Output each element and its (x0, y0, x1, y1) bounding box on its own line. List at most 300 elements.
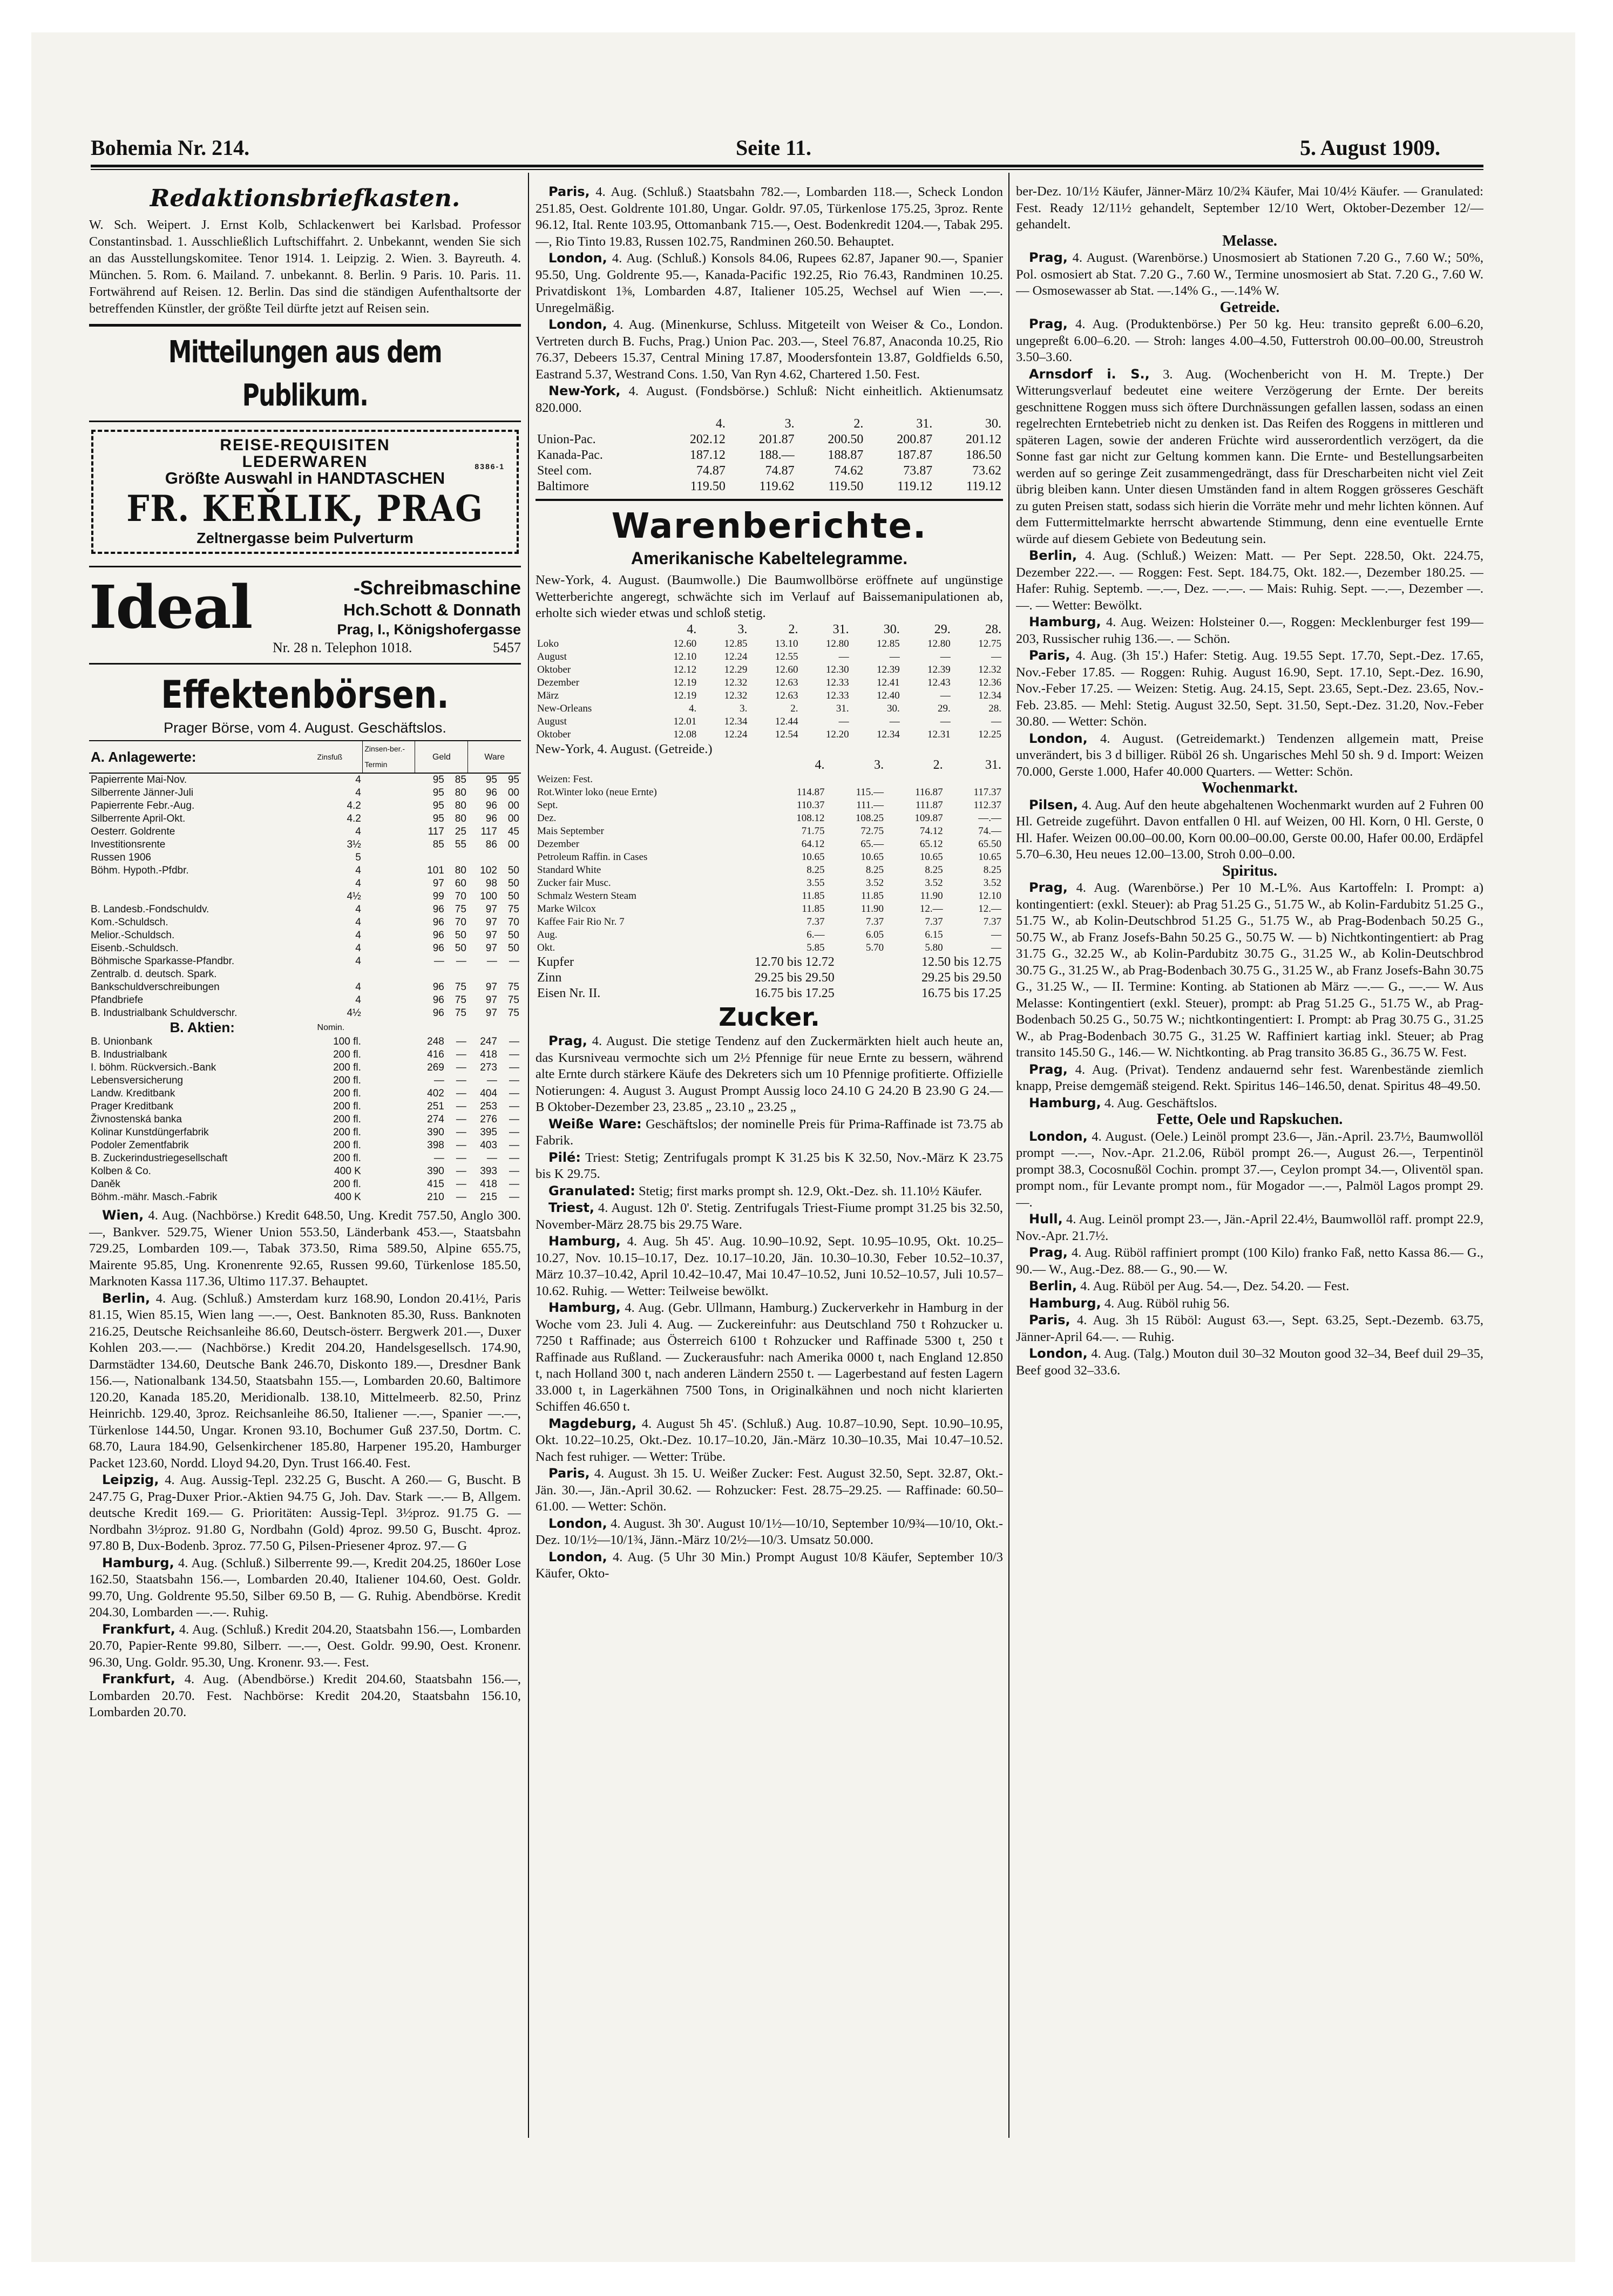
getreide-row-cell: 74.12 (919, 825, 943, 837)
cotton-head-cell: 4. (687, 622, 697, 636)
fette-report: Paris, 4. Aug. 3h 15 Rüböl: August 63.—, Sept. 63.25, Sept.-Dezemb. 63.75, Jänner-April 64.—. — Ruhig. (1016, 1312, 1483, 1344)
cotton-row-cell: 12.80 (825, 638, 849, 649)
anlage-row-cell: 97 (485, 917, 497, 928)
cotton-row-cell: 12.75 (978, 638, 1001, 649)
zucker-report-place: Weiße Ware: (548, 1116, 642, 1132)
aktien-row-cell: 200 fl. (333, 1179, 361, 1190)
getreide-row-cell: Zucker fair Musc. (537, 877, 611, 889)
cotton-row-cell: 12.32 (978, 663, 1001, 675)
getreide-report: London, 4. August. (Getreidemarkt.) Tendenzen allgemein matt, Preise unverändert, bis 3 d billiger. Rüböl 26 sh. Ungarisches Mehl 50 sh. 9 d. Import: Weizen 70.000, Gerste 1.000, Hafer 40.000 Quarters. — Wetter: Schön. (1016, 730, 1483, 779)
getreide-row (536, 916, 1003, 929)
aktien-row-cell: Kolben & Co. (91, 1166, 151, 1177)
anlage-row-cell (363, 1007, 415, 1020)
spiritus-report: Prag, 4. Aug. (Privat). Tendenz andauernd sehr fest. Warenbestände ziemlich knapp, Preise demgemäß steigend. Rekt. Spiritus 146–146.50, denat. Spiritus 48–49.50. (1016, 1061, 1483, 1093)
metal-row-cell: 16.75 bis 17.25 (921, 986, 1001, 1000)
aktien-row (89, 1074, 521, 1087)
ad-ideal (89, 572, 521, 642)
melasse-report-place: Prag, (1029, 250, 1068, 265)
getreide-row-cell: 116.87 (915, 787, 943, 798)
cotton-row-cell: 12.36 (978, 676, 1001, 688)
aktien-row-cell: 416 (427, 1049, 444, 1060)
spiritus-report-place: Prag, (1029, 880, 1068, 895)
anlage-row (89, 800, 521, 812)
metal-row-cell: Eisen Nr. II. (537, 986, 601, 1000)
cotton-row-cell: 12.39 (876, 663, 900, 675)
getreide-row-cell: 65.50 (978, 838, 1001, 850)
anlage-row-cell: Russen 1906 (91, 852, 151, 863)
cotton-row-cell: — (889, 715, 900, 727)
cotton-row-cell: 12.24 (724, 651, 748, 662)
fette-report-place: Hamburg, (1029, 1295, 1101, 1311)
market-report: Hamburg, 4. Aug. (Schluß.) Silberrente 99.—, Kredit 204.25, 1860er Lose 162.50, Staatsbahn 156.—, Lombarden 20.40, Italiener 104.60, Oest. Goldr. 99.70, Ung. Goldrente 95.50, Silber 69.50 B, — G. Ruhig. Abendbörse. Kredit 204.30, Lombarden —.—. Ruhig. (89, 1555, 521, 1620)
ad-kerlik-line1: REISE-REQUISITEN (220, 436, 390, 454)
wochenmarkt-report-place: Pilsen, (1029, 797, 1078, 812)
anlage-row (89, 864, 521, 877)
metal-row-cell: 12.50 bis 12.75 (921, 955, 1001, 969)
cotton-row-cell: — (838, 651, 849, 662)
ny-row-cell: 201.12 (966, 432, 1001, 446)
zucker-reports (536, 1033, 1003, 1582)
zucker-report: Pilé: Triest: Stetig; Zentrifugals prompt K 31.25 bis K 32.50, Nov.-März K 23.75 bis K 29.75. (536, 1149, 1003, 1181)
aktien-row-cell: — (456, 1191, 466, 1203)
ad-ideal-footer (89, 640, 521, 656)
cotton-head-cell: 2. (788, 622, 798, 636)
ny-head-cell (536, 416, 658, 432)
cotton-row-cell: Oktober (537, 663, 571, 675)
cotton-row-cell: Dezember (537, 676, 580, 688)
aktien-row-cell: — (456, 1114, 466, 1125)
cotton-row-cell: 3. (740, 702, 748, 714)
spiritus-title: Spiritus. (1222, 862, 1277, 879)
ad-kerlik (91, 430, 519, 554)
getreide-row-cell: Marke Wilcox (537, 903, 597, 915)
anlage-rows (89, 773, 521, 1020)
getreide-report: Arnsdorf i. S., 3. Aug. (Wochenbericht von H. M. Trepte.) Der Witterungsverlauf bedeutet eine weitere Verzögerung der Ernte. Der bereits geschnittene Roggen muss sich öftere Durchnässungen gefallen lassen, sodass an einen regelrechten Erntebetrieb nicht zu denken ist. Das Reifen des Roggens in mittleren und späteren Lagen, sowie der anderen Früchte wird ausserordentlich verzögert, da die Sonne fast gar nicht zur Geltung kommen kann. Die Ernte- und Bestellungsarbeiten werden auf so geringe Zeit zusammengedrängt, dass für Drescharbeiten nicht viel Zeit übrig bleiben kann. Unter diesen Umständen fand in altem Roggen grösseres Geschäft zu guten Preisen statt, sodass sich hierin die Vorräte mehr und mehr lichten können. Auf dem Futtermittelmarkte herrscht abwartende Stimmung, denn eine eventuelle Ernte würde auf diesem Gebiete von Bedeutung sein. (1016, 366, 1483, 546)
anlage-row-cell: 96 (485, 787, 497, 798)
ny-row-cell: 74.62 (834, 464, 864, 478)
getreide-row-cell: Standard White (537, 864, 601, 876)
cotton-row-cell: — (940, 715, 951, 727)
anlage-row-cell: 00 (507, 787, 519, 798)
getreide-row-cell: 117.37 (973, 787, 1001, 798)
cotton-row-cell: 30. (886, 702, 900, 714)
column-divider (528, 173, 529, 2138)
aktien-row-cell (363, 1191, 415, 1204)
anlage-row-cell: 60 (455, 878, 466, 889)
cotton-row-cell: 12.80 (927, 638, 951, 649)
zucker-report-place: Magdeburg, (548, 1415, 637, 1431)
anlage-row-cell: 4 (355, 774, 361, 785)
getreide-head-cell: 31. (985, 758, 1001, 772)
anlage-row-cell: 4 (355, 878, 361, 889)
anlage-row-cell: 97 (432, 878, 444, 889)
getreide-table (536, 757, 1003, 954)
market-report: Leipzig, 4. Aug. Aussig-Tepl. 232.25 G, Buscht. A 260.— G, Buscht. B 247.75 G, Prag-Duxer Prior.-Aktien 94.75 G, Joh. Dav. Stark —.— B, Allgem. deutsche Kredit 169.— G. Prioritäten: Aussig-Tepl. 3½proz. 91.75 G. — Nordbahn 3½proz. 91.80 G, Nordbahn (Gold) 4proz. 99.50 G, Buscht. 4proz. 97.80 B, Dux-Bodenb. 3proz. 77.50 G, Pilsen-Priesener 4proz. 97.— G (89, 1472, 521, 1553)
fette-report-place: Paris, (1029, 1312, 1070, 1328)
cotton-row-cell: 12.10 (673, 651, 697, 662)
getreide-report-place: Berlin, (1029, 548, 1077, 563)
cotton-row (536, 663, 1003, 676)
getreide-row-cell: Weizen: Fest. (537, 774, 593, 785)
getreide-row-cell: —.— (978, 812, 1001, 824)
getreide-row-cell: 109.87 (914, 812, 943, 824)
getreide-row (536, 799, 1003, 812)
cotton-table (536, 622, 1003, 741)
getreide-row-cell: 65.12 (919, 838, 943, 850)
getreide-report: Prag, 4. Aug. (Produktenbörse.) Per 50 kg. Heu: transito gepreßt 6.00–6.20, ungepreßt 6.00–6.20. — Stroh: langes 4.00–4.50, Futterstroh 00.00–00.00, Streustroh 3.50–3.60. (1016, 316, 1483, 364)
aktien-row-cell: — (456, 1049, 466, 1060)
ny-row-cell: 202.12 (689, 432, 726, 446)
ny-row-cell: 73.62 (972, 464, 1001, 478)
getreide-row (536, 812, 1003, 825)
market-report-place: London, (548, 250, 607, 266)
getreide-row (536, 877, 1003, 890)
ny-head-cell: 31. (916, 417, 933, 431)
column-1 (89, 184, 521, 2149)
anlage-row-cell (363, 955, 415, 968)
getreide-row-cell: Okt. (537, 942, 555, 953)
anlage-row-cell: 4 (355, 917, 361, 928)
metal-row-cell: 16.75 bis 17.25 (754, 986, 835, 1000)
anlage-row-cell: 4 (355, 981, 361, 993)
anlage-row-cell: Böhm. Hypoth.-Pfdbr. (91, 865, 189, 876)
zucker-report: Magdeburg, 4. August 5h 45'. (Schluß.) Aug. 10.87–10.90, Sept. 10.90–10.95, Okt. 10.22–10.25, Okt.-Dez. 10.17–10.20, Jän.-März 10.30–10.35, Mai 10.47–10.52. Nach fest ruhiger. — Wetter: Trübe. (536, 1415, 1003, 1464)
aktien-row-cell (363, 1139, 415, 1152)
anlage-row-cell: 75 (507, 981, 519, 993)
cotton-row-cell: — (838, 715, 849, 727)
getreide-row (536, 890, 1003, 903)
getreide-title: Getreide. (1219, 299, 1280, 316)
cotton-row-cell: 12.85 (876, 638, 900, 649)
cotton-row-cell: 12.41 (876, 676, 900, 688)
aktien-row-cell: — (456, 1101, 466, 1112)
getreide-row-cell: 3.55 (807, 877, 825, 889)
anlage-row-cell: 4 (355, 826, 361, 837)
anlage-row-cell (363, 929, 415, 942)
spiritus-report-place: Prag, (1029, 1061, 1068, 1077)
getreide-row-cell: 74.— (978, 825, 1001, 837)
aktien-row-cell: 210 (427, 1191, 444, 1203)
aktien-row-cell (363, 1035, 415, 1048)
metal-row-cell: Zinn (537, 971, 562, 985)
anlage-row (89, 825, 521, 838)
column-2 (536, 184, 1003, 2149)
anlage-row-cell: B. Landesb.-Fondschuldv. (91, 904, 209, 915)
melasse-reports (1016, 249, 1483, 300)
aktien-row-cell: 395 (480, 1127, 497, 1138)
cotton-row (536, 638, 1003, 651)
anlage-row-cell: Papierrente Mai-Nov. (91, 774, 187, 785)
anlage-row-cell: 85 (432, 839, 444, 850)
getreide-row-cell: 65.— (860, 838, 884, 850)
anlage-row-cell: Böhmische Sparkasse-Pfandbr. (91, 956, 235, 967)
getreide-row-cell: Aug. (537, 929, 558, 940)
ad-kerlik-name: FR. KEŘLIK, PRAG (126, 487, 484, 530)
anlage-row-cell (363, 968, 415, 981)
getreide-row-cell: 108.12 (796, 812, 825, 824)
getreide-report-place: Paris, (1029, 648, 1070, 663)
aktien-row-cell: 276 (480, 1114, 497, 1125)
getreide-row-cell: 7.37 (983, 916, 1001, 927)
cotton-row-cell: 12.34 (978, 689, 1001, 701)
anlage-row (89, 877, 521, 890)
zucker-report: Hamburg, 4. Aug. (Gebr. Ullmann, Hamburg.) Zuckerverkehr in Hamburg in der Woche vom 23. Juli 4. Aug. — Zuckereinfuhr: aus Deutschland 750 t Rohzucker u. 7250 t Raffinade; aus Österreich 6100 t Rohzucker und Raffinade 5300 t, 250 t Raffinade aus Rußland. — Zuckerausfuhr: nach Amerika 0000 t, nach England 12.850 t, nach Holland 300 t, nach anderen Ländern 2550 t. — Lagerbestand auf festen Lagern 33.000 t, in Lagerkähnen 7500 Tons, in Originalkähnen und noch nicht klarierten Schiffen 46.650 t. (536, 1300, 1003, 1414)
anlage-row-cell (363, 773, 415, 787)
cotton-row-cell: 12.31 (927, 728, 951, 740)
getreide-row-cell: 7.37 (807, 916, 825, 927)
getreide-report-place: Prag, (1029, 316, 1068, 331)
getreide-row-cell: 6.05 (865, 929, 884, 940)
anlage-row-cell: 45 (507, 826, 519, 837)
getreide-report: Berlin, 4. Aug. (Schluß.) Weizen: Matt. — Per Sept. 228.50, Okt. 224.75, Dezember 222.—. — Roggen: Fest. Sept. 184.75, Okt. 182.—, Dezember 180.25. — Hafer: Ruhig. Septemb. —.—, Dez. —.—. — Mais: Ruhig. Sept. —.—, Dezember —.—. — Wetter: Bewölkt. (1016, 548, 1483, 613)
ad-ideal-code: 5457 (493, 640, 521, 655)
wochenmarkt-title: Wochenmarkt. (1201, 780, 1298, 796)
anlage-row-cell: 4 (355, 956, 361, 967)
aktien-row-cell: 200 fl. (333, 1075, 361, 1086)
aktien-row-cell: B. Industrialbank (91, 1049, 167, 1060)
anlage-row-cell (363, 890, 415, 903)
anlage-row-cell: 86 (485, 839, 497, 850)
aktien-row-cell: Kolinar Kunstdüngerfabrik (91, 1127, 209, 1138)
anlage-row-cell (415, 851, 446, 864)
anlage-row-cell: 55 (455, 839, 466, 850)
fette-report-place: Berlin, (1029, 1278, 1077, 1293)
anlage-row-cell: 95 (432, 800, 444, 811)
anlage-row-cell: 97 (485, 904, 497, 915)
cotton-row-cell: 13.10 (775, 638, 798, 649)
anlage-row-cell: 5 (355, 852, 361, 863)
anlage-row-cell: 95 (432, 774, 444, 785)
metal-row-cell: 12.70 bis 12.72 (754, 955, 835, 969)
cotton-row-cell: — (991, 715, 1001, 727)
anlage-row-cell (363, 942, 415, 955)
cotton-row-cell: 28. (988, 702, 1001, 714)
anlage-row (89, 968, 521, 981)
market-report: Frankfurt, 4. Aug. (Abendbörse.) Kredit 204.60, Staatsbahn 156.—, Lombarden 20.70. Fest. Nachbörse: Kredit 204.20, Staatsbahn 156.10, Lombarden 20.70. (89, 1671, 521, 1719)
anlage-row-cell: 101 (427, 865, 444, 876)
table-head-geld: Geld (415, 741, 468, 773)
cotton-row (536, 689, 1003, 702)
anlage-row-cell: 00 (507, 813, 519, 824)
anlage-row-cell: 97 (485, 994, 497, 1006)
ny-row-cell: 74.87 (696, 464, 726, 478)
anlage-row-cell: B. Industrialbank Schuldverschr. (91, 1007, 238, 1019)
aktien-row-cell: Prager Kreditbank (91, 1101, 174, 1112)
getreide-rows (536, 773, 1003, 954)
getreide-row-cell: 12.— (978, 903, 1001, 915)
ny-row-cell: Kanada-Pac. (537, 448, 603, 462)
anlage-row-cell (363, 787, 415, 800)
anlage-row-cell: 50 (455, 943, 466, 954)
ny-row (536, 448, 1003, 463)
ny-row-cell: 200.50 (828, 432, 864, 446)
metal-row-cell: Kupfer (537, 955, 574, 969)
aktien-row-cell: 400 K (334, 1166, 361, 1177)
anlage-row-cell (446, 851, 468, 864)
getreide-row-cell: 10.65 (919, 851, 943, 863)
col3-top-text: ber-Dez. 10/1½ Käufer, Jänner-März 10/2¾ Käufer, Mai 10/4½ Käufer. — Granulated: Fest. Ready 12/11½ gehandelt, September 12/10 Wert, Oktober-Dezember 12/— gehandelt. (1016, 184, 1483, 232)
anlage-row-cell: 96 (432, 917, 444, 928)
aktien-head: B. Aktien: (170, 1019, 235, 1035)
aktien-row (89, 1113, 521, 1126)
anlage-row-cell: 00 (507, 839, 519, 850)
aktien-row-cell: 200 fl. (333, 1127, 361, 1138)
cotton-row-cell: 12.25 (978, 728, 1001, 740)
aktien-row-cell: — (509, 1049, 519, 1060)
getreide-row-cell: 11.90 (861, 903, 884, 915)
getreide-report-place: Hamburg, (1029, 614, 1101, 629)
ny-row-cell: 186.50 (966, 448, 1001, 462)
anlage-row-cell (363, 825, 415, 838)
zucker-report-place: Granulated: (548, 1183, 635, 1198)
spiritus-reports (1016, 879, 1483, 1112)
getreide-head-row (536, 757, 1003, 773)
ny-row-cell: Union-Pac. (537, 432, 596, 446)
getreide-row-cell: 10.65 (801, 851, 825, 863)
anlage-row-cell: 80 (455, 800, 466, 811)
cotton-row-cell: 12.33 (825, 676, 849, 688)
effekten-title: Effektenbörsen. (161, 672, 449, 717)
anlage-row-cell: 50 (507, 865, 519, 876)
getreide-row-cell: 7.37 (925, 916, 943, 927)
aktien-row-cell: — (456, 1062, 466, 1073)
market-report-place: London, (548, 317, 607, 332)
market-report: Wien, 4. Aug. (Nachbörse.) Kredit 648.50, Ung. Kredit 757.50, Anglo 300.—, Bankver. 529.75, Wiener Union 553.50, Länderbank 453.—, Staatsbahn 729.25, Lombarden 109.—, Tabak 373.50, Rima 589.50, Alpine 655.75, Mairente 95.85, Ung. Kronenrente 92.65, Russen 99.60, Türkenlose 185.50, Marknoten Kassa 117.36, Ultimo 117.37. Behauptet. (89, 1208, 521, 1289)
anlage-row-cell (316, 968, 363, 981)
melasse-title: Melasse. (1222, 232, 1277, 249)
aktien-row-cell: — (456, 1166, 466, 1177)
anlage-row-cell: 98 (485, 878, 497, 889)
aktien-row (89, 1100, 521, 1113)
ad-ideal-line4: Nr. 28 n. Telephon 1018. (273, 640, 412, 655)
aktien-row-cell: — (509, 1062, 519, 1073)
aktien-row-cell: 200 fl. (333, 1088, 361, 1099)
header-rule (91, 165, 1483, 167)
aktien-row (89, 1165, 521, 1178)
zucker-report-place: Prag, (548, 1033, 587, 1048)
market-report-place: Hamburg, (102, 1555, 174, 1570)
getreide-row (536, 773, 1003, 786)
market-report: Paris, 4. Aug. (Schluß.) Staatsbahn 782.—, Lombarden 118.—, Scheck London 251.85, Oest. Goldrente 101.80, Ungar. Goldr. 97.05, Türkenlose 175.25, 3proz. Rente 96.12, Ital. Rente 103.95, Ottomanbank 715.—, Oest. Bodenkredit 1204.—, Tabak 295.—, Rio Tinto 19.83, Russen 102.75, Randminen 260.50. Behauptet. (536, 184, 1003, 249)
ad-kerlik-line3: Größte Auswahl in HANDTASCHEN (165, 469, 445, 487)
aktien-row-cell: 403 (480, 1140, 497, 1151)
anlage-row-cell: 75 (455, 994, 466, 1006)
anlage-row-cell (468, 851, 499, 864)
ad-kerlik-line5: Zeltnergasse beim Pulverturm (196, 529, 414, 546)
cotton-row-cell: Loko (537, 638, 559, 649)
cotton-row-cell: 12.20 (825, 728, 849, 740)
aktien-row-cell: 393 (480, 1166, 497, 1177)
zucker-title: Zucker. (719, 1003, 820, 1032)
waren-title: Warenberichte. (611, 506, 927, 546)
ny-row-cell: 119.12 (897, 479, 933, 493)
cotton-row-cell: 12.63 (775, 676, 798, 688)
cotton-row-cell: 12.60 (673, 638, 697, 649)
cotton-row (536, 702, 1003, 715)
ny-row-cell: Baltimore (537, 479, 589, 493)
getreide-row-cell: 11.85 (802, 903, 825, 915)
getreide-row (536, 929, 1003, 942)
aktien-row (89, 1191, 521, 1204)
fette-report: London, 4. August. (Oele.) Leinöl prompt 23.6—, Jän.-April. 23.7½, Baumwollöl prompt —.—, Nov.-Apr. 21.2.06, Rüböl prompt 26.—, August 26.—, Terpentinöl prompt 38.3, Cocosnußöl Cochin. prompt 37.—, Ceylon prompt 34.—, Oliventöl span. prompt nom., für Levante prompt nom., für Mogador —.—, Palmöl Lagos prompt 29.—. (1016, 1128, 1483, 1210)
aktien-row-cell: 400 K (334, 1191, 361, 1203)
melasse-report: Prag, 4. August. (Warenbörse.) Unosmosiert ab Stationen 7.20 G., 7.60 W.; 50%, Pol. osmosiert ab Stat. 7.20 G., 7.60 W., Termine unosmosiert ab Stat. 7.20 G., 7.60 W. — Osmosewasser ab Stat. —.14% G., —.14% W. (1016, 250, 1483, 298)
anlage-row-cell: 75 (455, 981, 466, 993)
aktien-row-cell: Podoler Zementfabrik (91, 1140, 189, 1151)
anlage-row-cell: 100 (480, 891, 497, 902)
getreide-row-cell: 5.80 (925, 942, 943, 953)
anlage-row-cell: 80 (455, 813, 466, 824)
aktien-row-cell: — (433, 1153, 444, 1164)
newyork-fonds-table (536, 416, 1003, 495)
aktien-row-cell: 251 (427, 1101, 444, 1112)
aktien-row-cell: — (509, 1179, 519, 1190)
anlage-row-cell: 96 (432, 981, 444, 993)
anlage-row-cell: 75 (455, 1007, 466, 1019)
getreide-row-cell: 8.25 (925, 864, 943, 876)
aktien-row-cell: 200 fl. (333, 1140, 361, 1151)
zucker-report-place: London, (548, 1515, 607, 1531)
fette-report: Berlin, 4. Aug. Rüböl per Aug. 54.—, Dez. 54.20. — Fest. (1029, 1278, 1350, 1293)
aktien-row-cell: — (456, 1075, 466, 1086)
cotton-row (536, 651, 1003, 663)
market-report: Frankfurt, 4. Aug. (Schluß.) Kredit 204.20, Staatsbahn 156.—, Lombarden 20.70, Papier-Rente 99.80, Silberr. —.—, Oest. Goldr. 99.90, Oest. Kronenr. 96.30, Ung. Goldr. 95.30, Ung. Kronenr. 93.—. Fest. (89, 1621, 521, 1670)
getreide-row-cell: Petroleum Raffin. in Cases (537, 851, 648, 863)
spiritus-report: Hamburg, 4. Aug. Geschäftslos. (1029, 1095, 1217, 1110)
anlage-row (89, 812, 521, 825)
ny-row (536, 463, 1003, 479)
getreide-row-cell: 8.25 (865, 864, 884, 876)
anlage-row-cell (89, 877, 316, 890)
getreide-row-cell: 110.37 (796, 800, 825, 811)
cotton-row-cell: 12.19 (673, 689, 697, 701)
baumwolle-text: New-York, 4. August. (Baumwolle.) Die Baumwollbörse eröffnete auf ungünstige Wetterberichte angeregt, schwächte sich im Verlauf auf Baissemanipulationen ab, erholte sich wieder etwas und schloß stetig. (536, 573, 1003, 620)
aktien-row-cell: 100 fl. (333, 1036, 361, 1047)
anlage-row-cell: 70 (507, 917, 519, 928)
getreide-head-cell: 3. (874, 758, 884, 772)
metal-row (536, 970, 1003, 986)
cotton-row-cell: 31. (836, 702, 849, 714)
anlage-row-cell: 4 (355, 930, 361, 941)
anlage-row-cell: Investitionsrente (91, 839, 166, 850)
aktien-row-cell: I. böhm. Rückversich.-Bank (91, 1062, 216, 1073)
cotton-row-cell: 12.39 (927, 663, 951, 675)
getreide-row-cell: 72.75 (860, 825, 884, 837)
zucker-report-place: London, (548, 1549, 607, 1564)
cotton-rows (536, 638, 1003, 741)
aktien-row-cell: 273 (480, 1062, 497, 1073)
aktien-row-cell: — (509, 1088, 519, 1099)
getreide-row-cell: 111.87 (915, 800, 943, 811)
market-report: London, 4. Aug. (Schluß.) Konsols 84.06, Rupees 62.87, Japaner 90.—, Spanier 95.50, Ung. Goldrente 95.—, Kanada-Pacific 192.25, Rio 76.43, Randminen 10.25. Privatdiskont 1⅜, Lombarden 4.87, Italiener 105.25, Wechsel auf Wien —.—. Unregelmäßig. (536, 250, 1003, 315)
aktien-row-cell: — (456, 1140, 466, 1151)
metal-row (536, 986, 1003, 1001)
cotton-row-cell: New-Orleans (537, 702, 592, 714)
getreide-row (536, 903, 1003, 916)
running-header (58, 135, 1483, 167)
anlage-row-cell (363, 903, 415, 916)
getreide-row-cell: Schmalz Western Steam (537, 890, 636, 902)
column-divider (1008, 173, 1009, 2138)
column-3 (1016, 184, 1483, 2149)
getreide-row-cell: — (991, 929, 1001, 940)
aktien-row-cell: Landw. Kreditbank (91, 1088, 175, 1099)
cotton-row-cell: August (537, 715, 567, 727)
aktien-row (89, 1048, 521, 1061)
aktien-row-cell: 215 (480, 1191, 497, 1203)
aktien-row-cell: 248 (427, 1036, 444, 1047)
cotton-row-cell: 2. (790, 702, 798, 714)
